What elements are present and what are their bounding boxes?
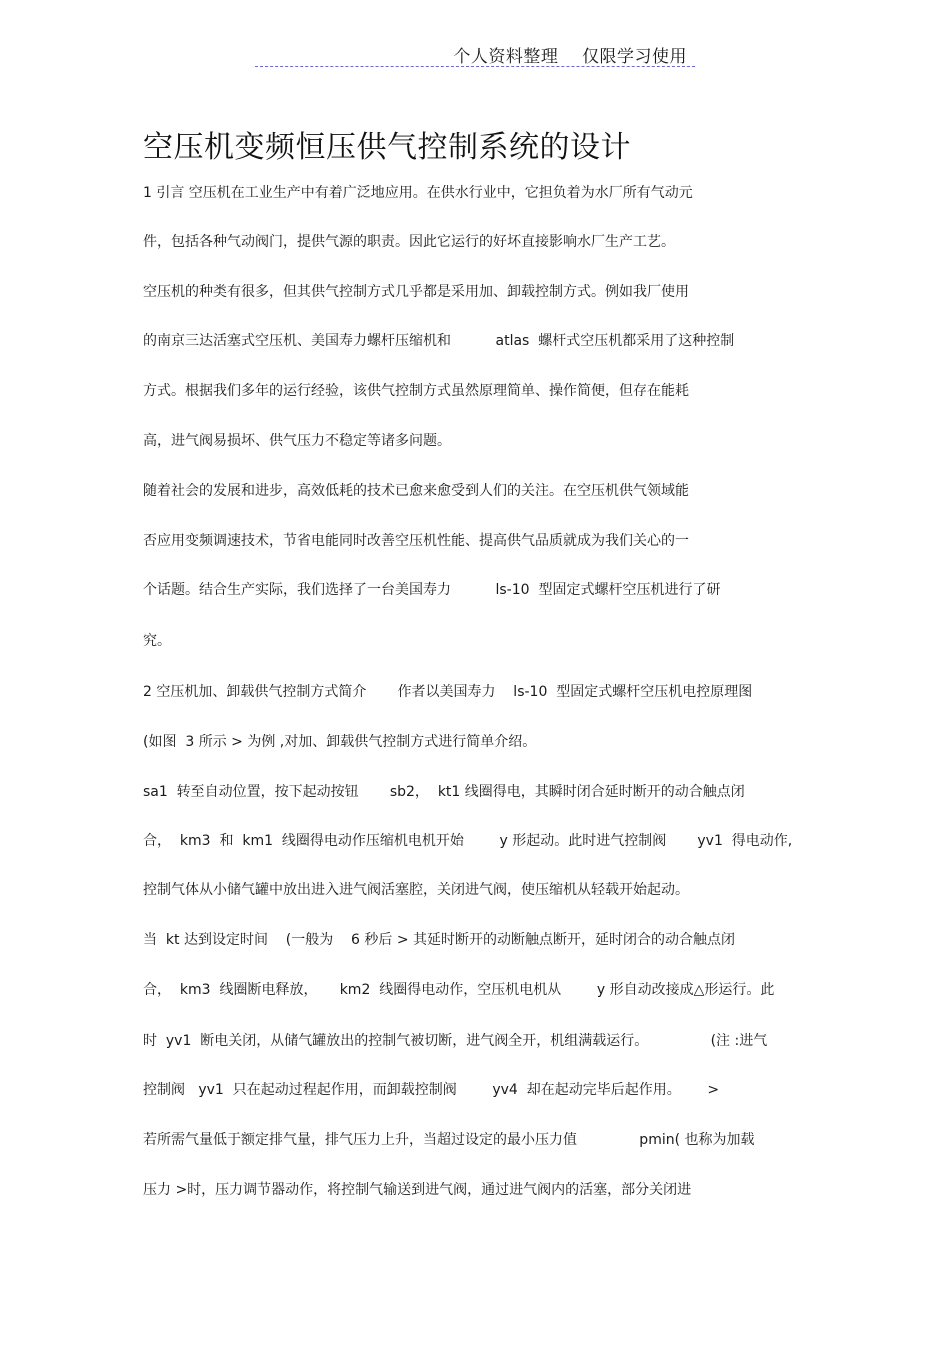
- body-line-15: 控制气体从小储气罐中放出进入进气阀活塞腔，关闭进气阀，使压缩机从轻载开始起动。: [143, 882, 689, 898]
- body-line-2: 件，包括各种气动阀门，提供气源的职责。因此它运行的好坏直接影响水厂生产工艺。: [143, 234, 675, 250]
- body-line-6: 高，进气阀易损坏、供气压力不稳定等诸多问题。: [143, 433, 451, 449]
- body-line-11: 2 空压机加、卸载供气控制方式简介 作者以美国寿力 ls-10 型固定式螺杆空压机电控原理图: [143, 684, 753, 700]
- body-line-18: 时 yv1 断电关闭，从储气罐放出的控制气被切断，进气阀全开，机组满载运行。 (注 :进气: [143, 1033, 768, 1049]
- body-line-21: 压力 >时，压力调节器动作，将控制气输送到进气阀，通过进气阀内的活塞，部分关闭进: [143, 1182, 692, 1198]
- body-line-14: 合， km3 和 km1 线圈得电动作压缩机电机开始 y 形起动。此时进气控制阀 yv1 得电动作,: [143, 833, 793, 849]
- body-line-17: 合， km3 线圈断电释放， km2 线圈得电动作，空压机电机从 y 形自动改接成△形运行。此: [143, 982, 775, 998]
- body-line-7: 随着社会的发展和进步，高效低耗的技术已愈来愈受到人们的关注。在空压机供气领域能: [143, 483, 689, 499]
- body-line-5: 方式。根据我们多年的运行经验，该供气控制方式虽然原理简单、操作简便，但存在能耗: [143, 383, 689, 399]
- body-line-16: 当 kt 达到设定时间 (一般为 6 秒后 > 其延时断开的动断触点断开，延时闭合的动合触点闭: [143, 932, 735, 948]
- page-header-text: 个人资料整理 仅限学习使用: [453, 47, 687, 67]
- body-line-12: (如图 3 所示 > 为例 ,对加、卸载供气控制方式进行简单介绍。: [143, 734, 537, 750]
- body-line-9: 个话题。结合生产实际，我们选择了一台美国寿力 ls-10 型固定式螺杆空压机进行了研: [143, 582, 721, 598]
- page-header: [255, 40, 695, 67]
- body-line-20: 若所需气量低于额定排气量，排气压力上升，当超过设定的最小压力值 pmin( 也称为加载: [143, 1132, 755, 1148]
- body-line-8: 否应用变频调速技术，节省电能同时改善空压机性能、提高供气品质就成为我们关心的一: [143, 533, 689, 549]
- body-line-10: 究。: [143, 633, 171, 649]
- body-line-4: 的南京三达活塞式空压机、美国寿力螺杆压缩机和 atlas 螺杆式空压机都采用了这种控制: [143, 333, 735, 349]
- body-line-1: 1 引言 空压机在工业生产中有着广泛地应用。在供水行业中，它担负着为水厂所有气动元: [143, 185, 693, 201]
- document-title: 空压机变频恒压供气控制系统的设计: [143, 130, 631, 165]
- body-line-13: sa1 转至自动位置，按下起动按钮 sb2， kt1 线圈得电，其瞬时闭合延时断开的动合触点闭: [143, 784, 745, 800]
- body-line-19: 控制阀 yv1 只在起动过程起作用，而卸载控制阀 yv4 却在起动完毕后起作用。 >: [143, 1082, 720, 1098]
- body-line-3: 空压机的种类有很多，但其供气控制方式几乎都是采用加、卸载控制方式。例如我厂使用: [143, 284, 689, 300]
